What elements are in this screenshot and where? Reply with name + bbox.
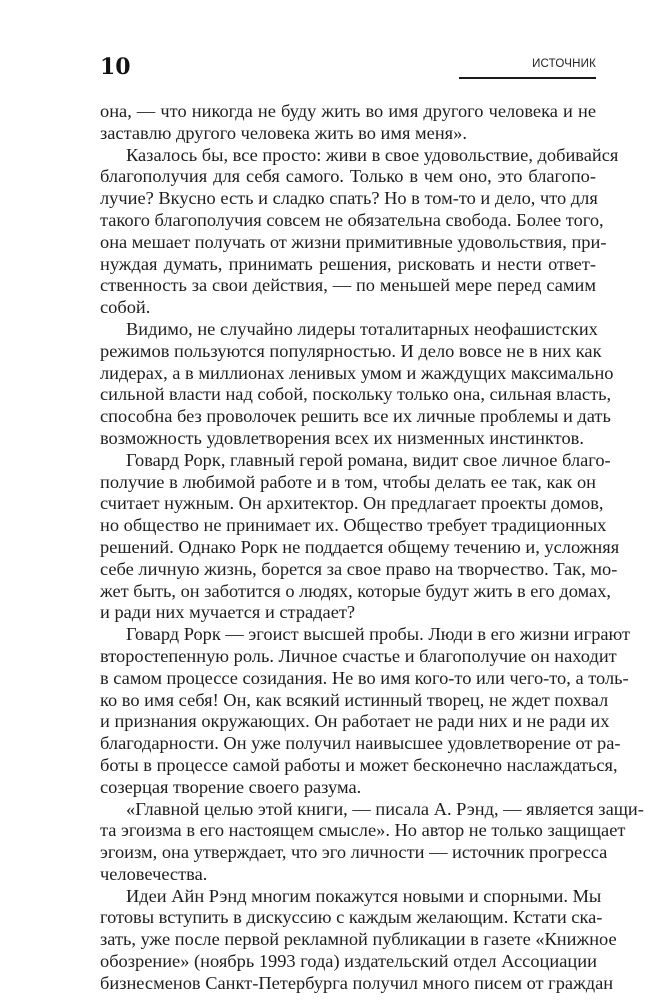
paragraph <box>100 798 644 886</box>
text-line: человечества. <box>100 863 208 884</box>
text-line: лидерах, а в миллионах ленивых умом и жаждущих максимально <box>100 362 614 383</box>
text-line: она мешает получать от жизни примитивные удовольствия, при- <box>100 231 607 252</box>
text-line: благополучия для себя самого. Только в чем оно, это благопо- <box>100 166 596 187</box>
paragraph <box>100 144 619 319</box>
text-line: боты в процессе самой работы и может бесконечно наслаждаться, <box>100 754 618 775</box>
text-line: созерцая творение своего разума. <box>100 776 362 797</box>
text-line: способна без проволочек решить все их личные проблемы и дать <box>100 406 611 427</box>
text-line: бизнесменов Санкт-Петербурга получил много писем от граждан <box>100 972 614 993</box>
text-line: сильной власти над собой, поскольку только она, сильная власть, <box>100 384 612 405</box>
text-line: второстепенную роль. Личное счастье и благополучие он находит <box>100 645 617 666</box>
text-line: эгоизм, она утверждает, что эго личности — источник прогресса <box>100 842 608 863</box>
text-line: та эгоизма в его настоящем смысле». Но автор не только защищает <box>100 820 626 841</box>
paragraph <box>100 624 631 798</box>
text-line: себе личную жизнь, борется за свое право на творчество. Так, мо- <box>100 558 618 579</box>
text-line: собой. <box>100 297 151 318</box>
text-line: «Главной целью этой книги, — писала А. Рэнд, — является защи- <box>126 798 644 819</box>
text-line: такого благополучия совсем не обязательна свобода. Более того, <box>100 209 604 230</box>
page-number: 10 <box>100 54 131 80</box>
text-line: в самом процессе созидания. Не во имя кого-то или чего-то, а толь- <box>100 667 629 688</box>
text-line: режимов пользуются популярностью. И дело вовсе не в них как <box>100 340 602 361</box>
text-line: Казалось бы, все просто: живи в свое удовольствие, добивайся <box>126 144 619 165</box>
running-head <box>100 50 596 86</box>
text-line: решений. Однако Рорк не поддается общему течению и, усложняя <box>100 536 620 557</box>
text-line: считает нужным. Он архитектор. Он предлагает проекты домов, <box>100 493 604 514</box>
text-line: Идеи Айн Рэнд многим покажутся новыми и спорными. Мы <box>126 885 602 906</box>
text-line: Говард Рорк, главный герой романа, видит свое личное благо- <box>126 449 611 470</box>
text-line: она, — что никогда не буду жить во имя другого человека и не <box>100 101 596 121</box>
text-line: получие в любимой работе и в том, чтобы делать ее так, как он <box>100 471 596 492</box>
paragraph <box>100 318 614 450</box>
header-rule-divider <box>459 77 596 79</box>
text-line: благодарности. Он уже получил наивысшее удовлетворение от ра- <box>100 733 621 754</box>
text-line: ко во имя себя! Он, как всякий истинный творец, не ждет похвал <box>100 689 609 710</box>
text-line: лучие? Вкусно есть и сладко спать? Но в том-то и дело, что для <box>100 188 598 209</box>
text-line: Говард Рорк — эгоист высшей пробы. Люди в его жизни играют <box>126 624 631 645</box>
text-line: возможность удовлетворения всех их низменных инстинктов. <box>100 427 584 448</box>
paragraph <box>100 885 617 995</box>
section-title: ИСТОЧНИК <box>532 58 596 70</box>
text-line: заставлю другого человека жить во имя меня». <box>100 122 467 143</box>
text-line: Видимо, не случайно лидеры тоталитарных неофашистских <box>126 318 598 339</box>
text-line: жет быть, он заботится о людях, которые будут жить в его домах, <box>100 580 612 601</box>
text-line: обозрение» (ноябрь 1993 года) издательский отдел Ассоциации <box>100 951 597 972</box>
text-line: и признания окружающих. Он работает не ради них и не ради их <box>100 711 610 732</box>
text-line: готовы вступить в дискуссию с каждым желающим. Кстати ска- <box>100 907 603 928</box>
paragraph <box>100 101 596 145</box>
text-line: ственность за свои действия, — по меньшей мере перед самим <box>100 275 596 296</box>
text-line: но общество не принимает их. Общество требует традиционных <box>100 515 607 536</box>
text-line: и ради них мучается и страдает? <box>100 602 356 623</box>
paragraph <box>100 449 620 624</box>
text-line: зать, уже после первой рекламной публикации в газете «Книжное <box>100 929 617 950</box>
text-line: нуждая думать, принимать решения, рисковать и нести ответ- <box>100 253 596 274</box>
body-text <box>100 101 644 995</box>
